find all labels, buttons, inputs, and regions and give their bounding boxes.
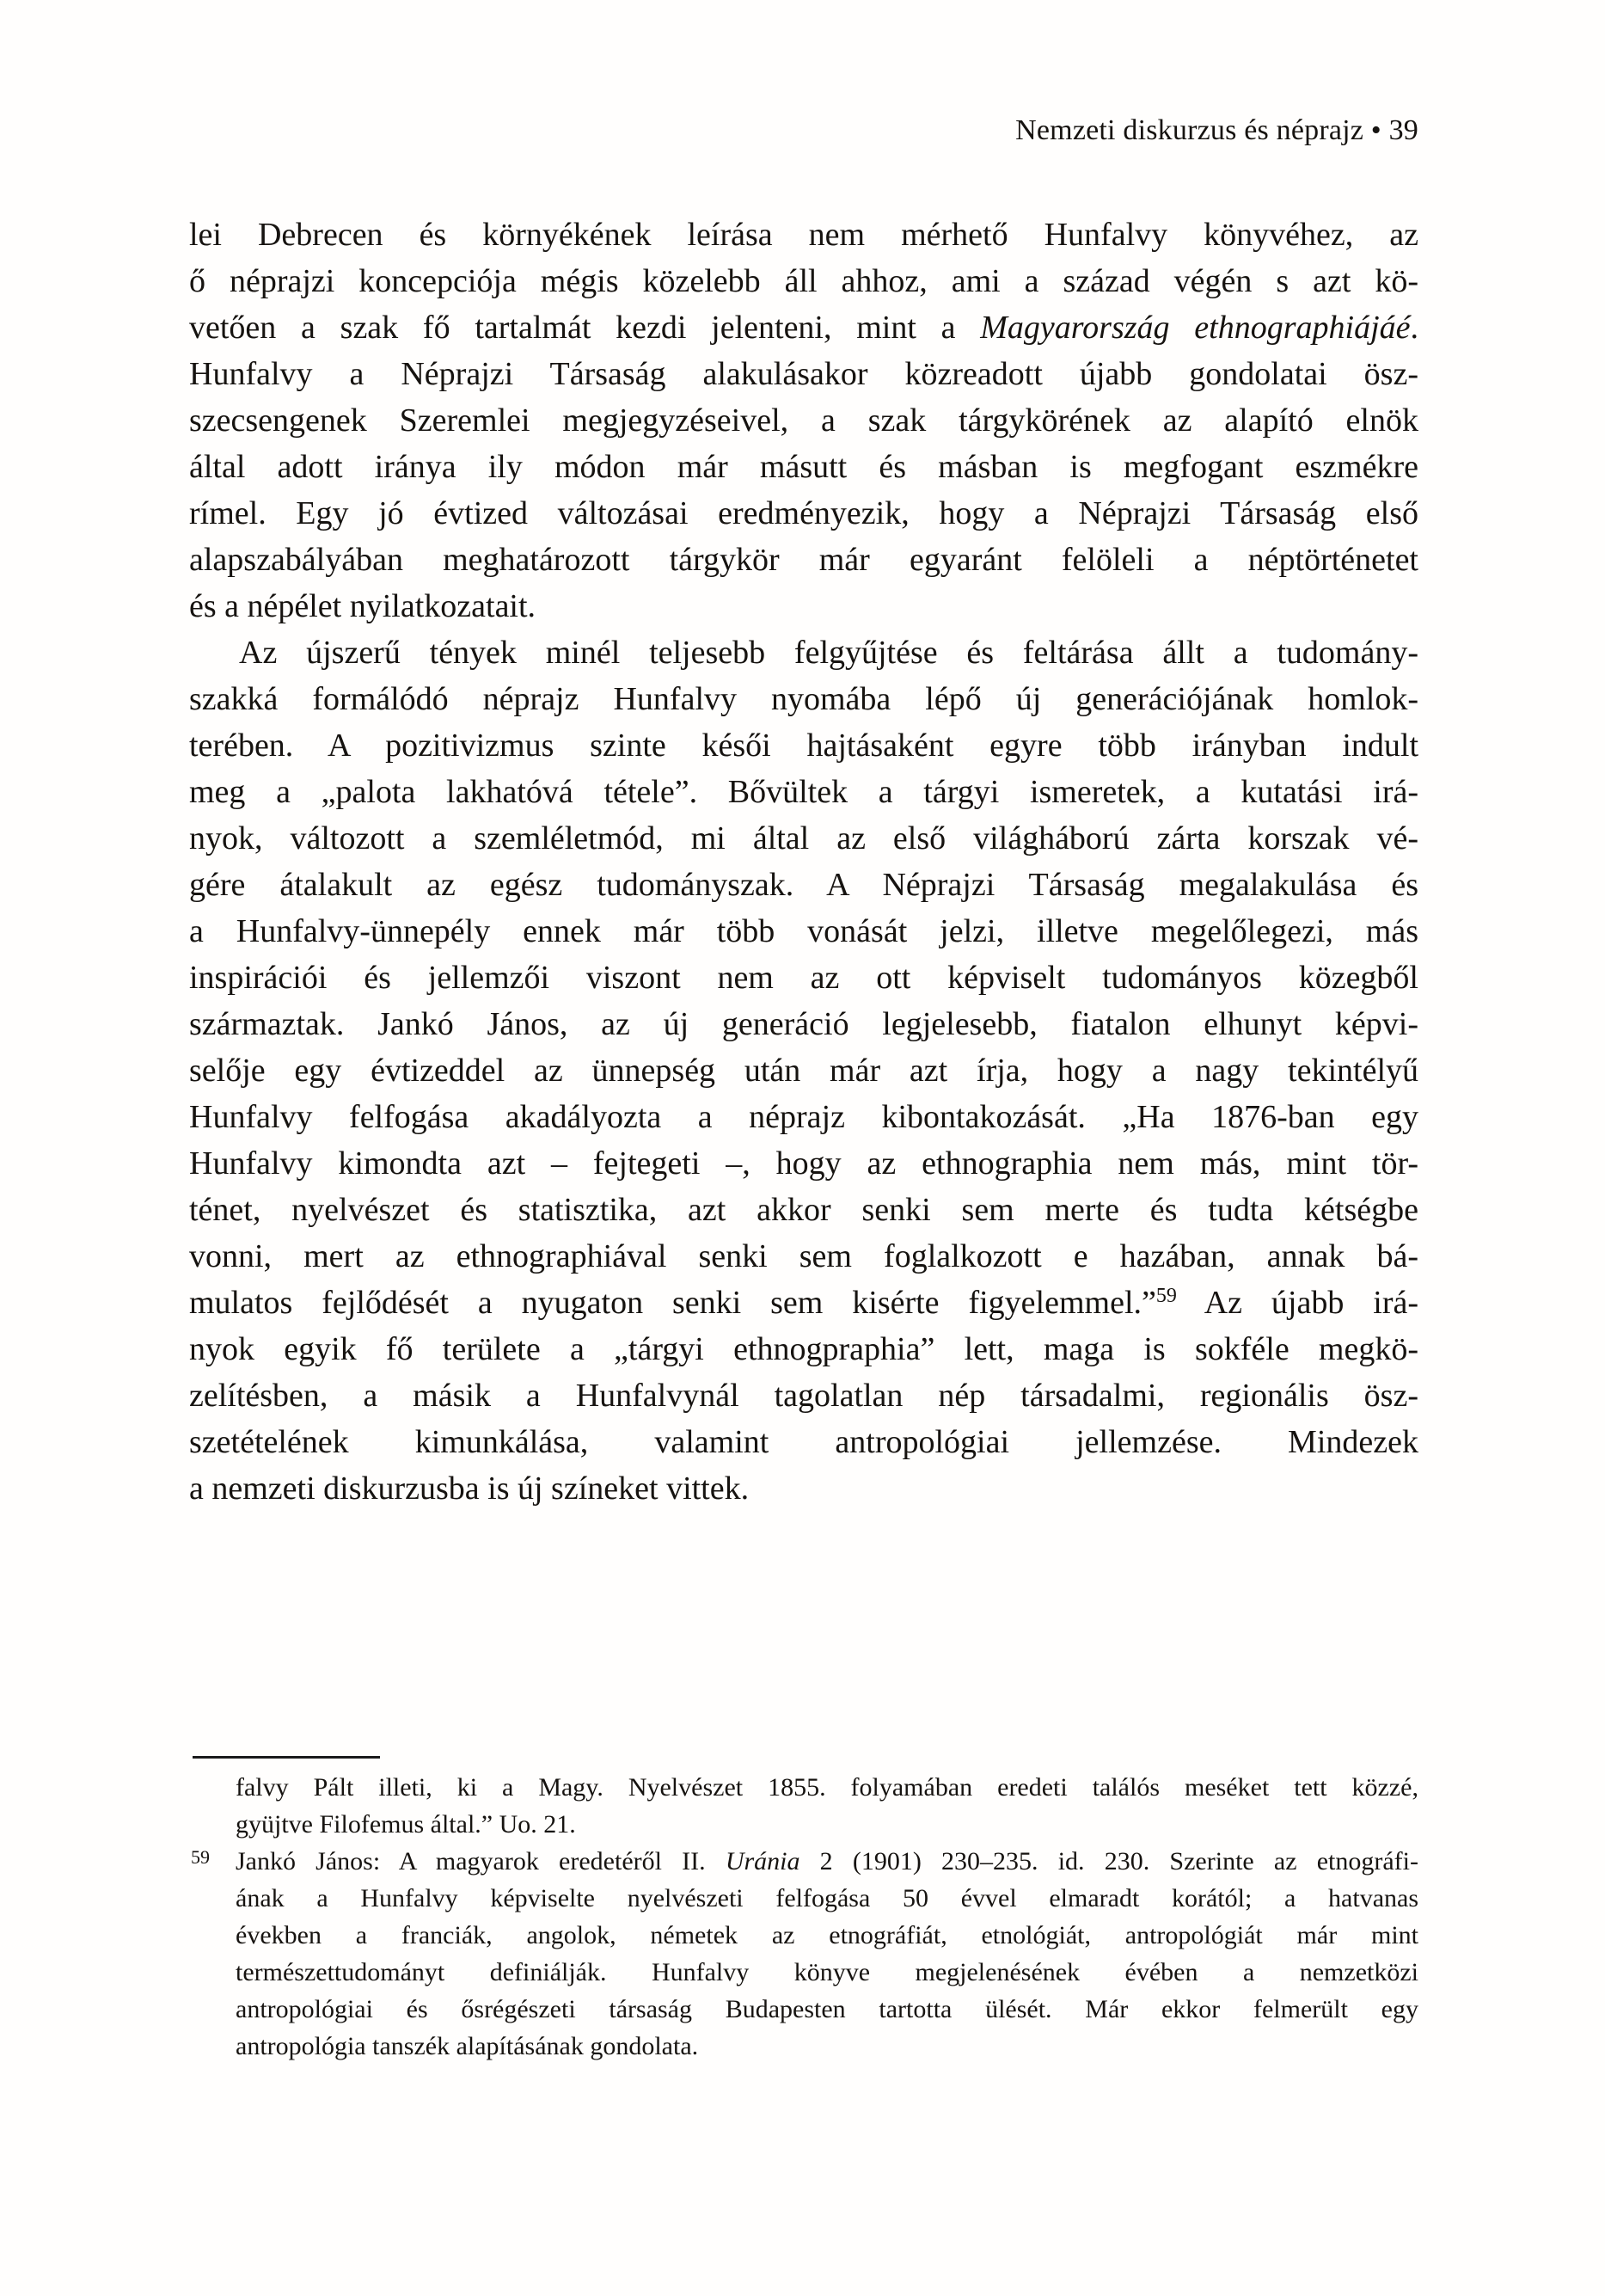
body-line — [189, 583, 1418, 629]
footnote-separator — [193, 1756, 380, 1759]
text-segment: alapszabályában meghatározott tárgykör már egyaránt felöleli a néptörténetet — [189, 542, 1418, 578]
text-segment: nyok egyik fő területe a „tárgyi ethnogpraphia” lett, maga is sokféle megkö- — [189, 1331, 1418, 1367]
text-segment: által adott iránya ily módon már másutt és másban is megfogant eszmékre — [189, 449, 1418, 485]
body-line — [189, 629, 1418, 676]
body-line — [189, 769, 1418, 815]
text-segment: . — [1410, 310, 1418, 346]
body-line — [189, 1047, 1418, 1094]
footnote-line — [236, 1769, 1418, 1806]
text-segment: években a franciák, angolok, németek az etnográfiát, etnológiát, antropológiát már mint — [236, 1921, 1418, 1949]
text-segment: terében. A pozitivizmus szinte késői hajtásaként egyre több irányban indult — [189, 727, 1418, 764]
footnote-line — [236, 1806, 1418, 1843]
text-segment: zelítésben, a másik a Hunfalvynál tagolatlan nép társadalmi, regionális ösz- — [189, 1378, 1418, 1414]
text-segment: vonni, mert az ethnographiával senki sem foglalkozott e hazában, annak bá- — [189, 1238, 1418, 1274]
text-segment: Hunfalvy kimondta azt – fejtegeti –, hogy az ethnographia nem más, mint tör- — [189, 1145, 1418, 1182]
body-line — [189, 1419, 1418, 1465]
text-segment: antropológiai és ősrégészeti társaság Budapesten tartotta ülését. Már ekkor felmerült egy — [236, 1995, 1418, 2023]
body-line — [189, 212, 1418, 258]
footnote-line — [236, 1880, 1418, 1917]
body-line — [189, 444, 1418, 490]
text-segment: a nemzeti diskurzusba is új színeket vittek. — [189, 1470, 750, 1507]
footnote-line — [236, 1991, 1418, 2028]
text-segment: selője egy évtizeddel az ünnepség után már azt írja, hogy a nagy tekintélyű — [189, 1053, 1418, 1089]
body-line — [189, 1233, 1418, 1280]
text-segment: Jankó János: A magyarok eredetéről II. — [236, 1847, 726, 1875]
text-segment: és a népélet nyilatkozatait. — [189, 588, 536, 624]
text-segment: falvy Pált illeti, ki a Magy. Nyelvészet 1855. folyamában eredeti találós meséket tett közzé, — [236, 1773, 1418, 1802]
body-line — [189, 908, 1418, 955]
text-segment: antropológia tanszék alapításának gondolata. — [236, 2032, 699, 2060]
text-segment: ának a Hunfalvy képviselte nyelvészeti felfogása 50 évvel elmaradt korától; a hatvanas — [236, 1884, 1418, 1912]
body-line — [189, 1187, 1418, 1233]
footnote-item — [189, 1769, 1418, 1843]
text-segment: inspirációi és jellemzői viszont nem az ott képviselt tudományos közegből — [189, 960, 1418, 996]
text-segment: gére átalakult az egész tudományszak. A Néprajzi Társaság megalakulása és — [189, 867, 1418, 903]
body-line — [189, 1280, 1418, 1326]
footnote-line — [236, 1917, 1418, 1954]
body-line — [189, 1326, 1418, 1372]
body-text — [189, 212, 1418, 1512]
paragraph — [189, 212, 1418, 629]
text-segment: szakká formálódó néprajz Hunfalvy nyomába lépő új generációjának homlok- — [189, 681, 1418, 717]
body-line — [189, 1140, 1418, 1187]
text-segment: Az újszerű tények minél teljesebb felgyűjtése és feltárása állt a tudomány- — [239, 635, 1418, 671]
body-line — [189, 955, 1418, 1001]
body-line — [189, 258, 1418, 304]
text-segment: természettudományt definiálják. Hunfalvy könyve megjelenésének évében a nemzetközi — [236, 1958, 1418, 1986]
text-segment: vetően a szak fő tartalmát kezdi jelenteni, mint a — [189, 310, 981, 346]
text-segment: szecsengenek Szeremlei megjegyzéseivel, a szak tárgykörének az alapító elnök — [189, 402, 1418, 439]
text-segment: származtak. Jankó János, az új generáció legjelesebb, fiatalon elhunyt képvi- — [189, 1006, 1418, 1042]
paragraph — [189, 629, 1418, 1512]
body-line — [189, 862, 1418, 908]
text-segment: szetételének kimunkálása, valamint antropológiai jellemzése. Mindezek — [189, 1424, 1418, 1460]
body-line — [189, 1094, 1418, 1140]
footnote-item — [189, 1843, 1418, 2065]
text-segment: meg a „palota lakhatóvá tétele”. Bővültek a tárgyi ismeretek, a kutatási irá- — [189, 774, 1418, 810]
body-line — [189, 490, 1418, 537]
body-line — [189, 722, 1418, 769]
text-segment: mulatos fejlődését a nyugaton senki sem kisérte figyelemmel.” — [189, 1285, 1156, 1321]
body-line — [189, 676, 1418, 722]
text-segment: 2 (1901) 230–235. id. 230. Szerinte az etnográfi- — [799, 1847, 1418, 1875]
body-line — [189, 1465, 1418, 1512]
text-segment: lei Debrecen és környékének leírása nem mérhető Hunfalvy könyvéhez, az — [189, 217, 1418, 253]
text-segment: rímel. Egy jó évtized változásai eredményezik, hogy a Néprajzi Társaság első — [189, 495, 1418, 531]
running-header: Nemzeti diskurzus és néprajz • 39 — [1015, 114, 1418, 146]
text-segment: ő néprajzi koncepciója mégis közelebb áll ahhoz, ami a század végén s azt kö- — [189, 263, 1418, 299]
text-segment: a Hunfalvy-ünnepély ennek már több vonását jelzi, illetve megelőlegezi, más — [189, 913, 1418, 949]
text-segment: Az újabb irá- — [1176, 1285, 1418, 1321]
body-line — [189, 1001, 1418, 1047]
italic-text-segment: Uránia — [725, 1847, 800, 1875]
footnotes — [189, 1769, 1418, 2065]
body-line — [189, 304, 1418, 351]
footnote-line — [236, 1954, 1418, 1991]
body-line — [189, 537, 1418, 583]
footnote-line — [236, 2028, 1418, 2065]
text-segment: gyüjtve Filofemus által.” Uo. 21. — [236, 1810, 576, 1839]
italic-text-segment: Magyarország ethnographiájáé — [980, 310, 1411, 346]
text-segment: Hunfalvy felfogása akadályozta a néprajz kibontakozását. „Ha 1876-ban egy — [189, 1099, 1418, 1135]
body-line — [189, 351, 1418, 397]
body-line — [189, 1372, 1418, 1419]
text-segment: nyok, változott a szemléletmód, mi által az első világháború zárta korszak vé- — [189, 820, 1418, 856]
footnote-reference-number: 59 — [1155, 1285, 1177, 1307]
footnote-number: 59 — [191, 1846, 210, 1868]
text-segment: Hunfalvy a Néprajzi Társaság alakulásakor közreadott újabb gondolatai ösz- — [189, 356, 1418, 392]
footnote-line — [236, 1843, 1418, 1880]
text-segment: ténet, nyelvészet és statisztika, azt akkor senki sem merte és tudta kétségbe — [189, 1192, 1418, 1228]
body-line — [189, 397, 1418, 444]
body-line — [189, 815, 1418, 862]
